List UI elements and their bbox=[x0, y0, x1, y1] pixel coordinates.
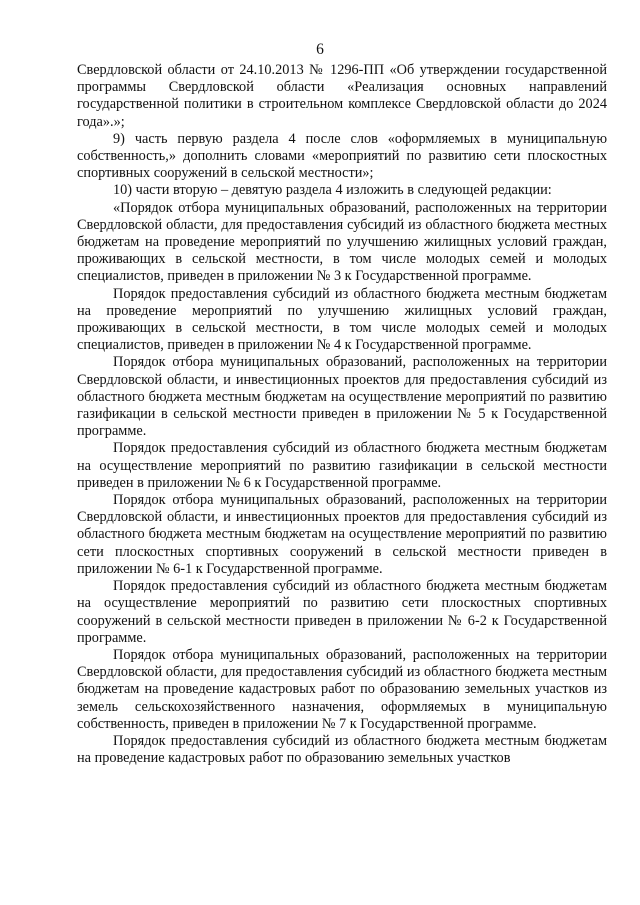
paragraph-appendix-6-1: Порядок отбора муниципальных образований, расположенных на территории Свердловской области, и инвестиционных проектов для предоставления субсидий из областного бюджета местным бюджетам на осуществление мероприятий по развитию сети плоскостных спортивных сооружений в сельской местности приведен в приложении № 6-1 к Государственной программе. bbox=[77, 492, 607, 577]
page-number: 6 bbox=[316, 41, 324, 58]
paragraph-appendix-6: Порядок предоставления субсидий из областного бюджета местным бюджетам на осуществление мероприятий по развитию газификации в сельской местности приведен в приложении № 6 к Государственной программе. bbox=[77, 440, 607, 491]
paragraph-continuation: Свердловской области от 24.10.2013 № 1296-ПП «Об утверждении государственной программы Свердловской области «Реализация основных направлений государственной политики в строительном комплексе Свердловской области до 2024 года».»; bbox=[77, 62, 607, 130]
document-body bbox=[77, 62, 607, 767]
paragraph-appendix-4: Порядок предоставления субсидий из областного бюджета местным бюджетам на проведение мероприятий по улучшению жилищных условий граждан, проживающих в сельской местности, в том числе молодых семей и молодых специалистов, приведен в приложении № 4 к Государственной программе. bbox=[77, 285, 607, 354]
paragraph-appendix-5: Порядок отбора муниципальных образований, расположенных на территории Свердловской области, и инвестиционных проектов для предоставления субсидий из областного бюджета местным бюджетам на осуществление мероприятий по развитию газификации в сельской местности приведен в приложении № 5 к Государственной программе. bbox=[77, 354, 607, 440]
paragraph-appendix-3: «Порядок отбора муниципальных образований, расположенных на территории Свердловской области, для предоставления субсидий из областного бюджета местных бюджетам на проведение мероприятий по улучшению жилищных условий граждан, проживающих в сельской местности, в том числе молодых семей и молодых специалистов, приведен в приложении № 3 к Государственной программе. bbox=[77, 199, 607, 285]
paragraph-appendix-7: Порядок отбора муниципальных образований, расположенных на территории Свердловской области, для предоставления субсидий из областного бюджета местным бюджетам на проведение кадастровых работ по образованию земельных участков из земель сельскохозяйственного назначения, оформляемых в муниципальную собственность, приведен в приложении № 7 к Государственной программе. bbox=[77, 646, 607, 732]
paragraph-item-10: 10) части вторую – девятую раздела 4 изложить в следующей редакции: bbox=[113, 182, 552, 199]
paragraph-item-9: 9) часть первую раздела 4 после слов «оформляемых в муниципальную собственность,» дополнить словами «мероприятий по развитию сети плоскостных спортивных сооружений в сельской местности»; bbox=[77, 130, 607, 182]
paragraph-appendix-8-partial: Порядок предоставления субсидий из областного бюджета местным бюджетам на проведение кадастровых работ по образованию земельных участков bbox=[77, 732, 607, 767]
paragraph-appendix-6-2: Порядок предоставления субсидий из областного бюджета местным бюджетам на осуществление мероприятий по развитию сети плоскостных спортивных сооружений в сельской местности приведен в приложении № 6-2 к Государственной программе. bbox=[77, 578, 607, 646]
